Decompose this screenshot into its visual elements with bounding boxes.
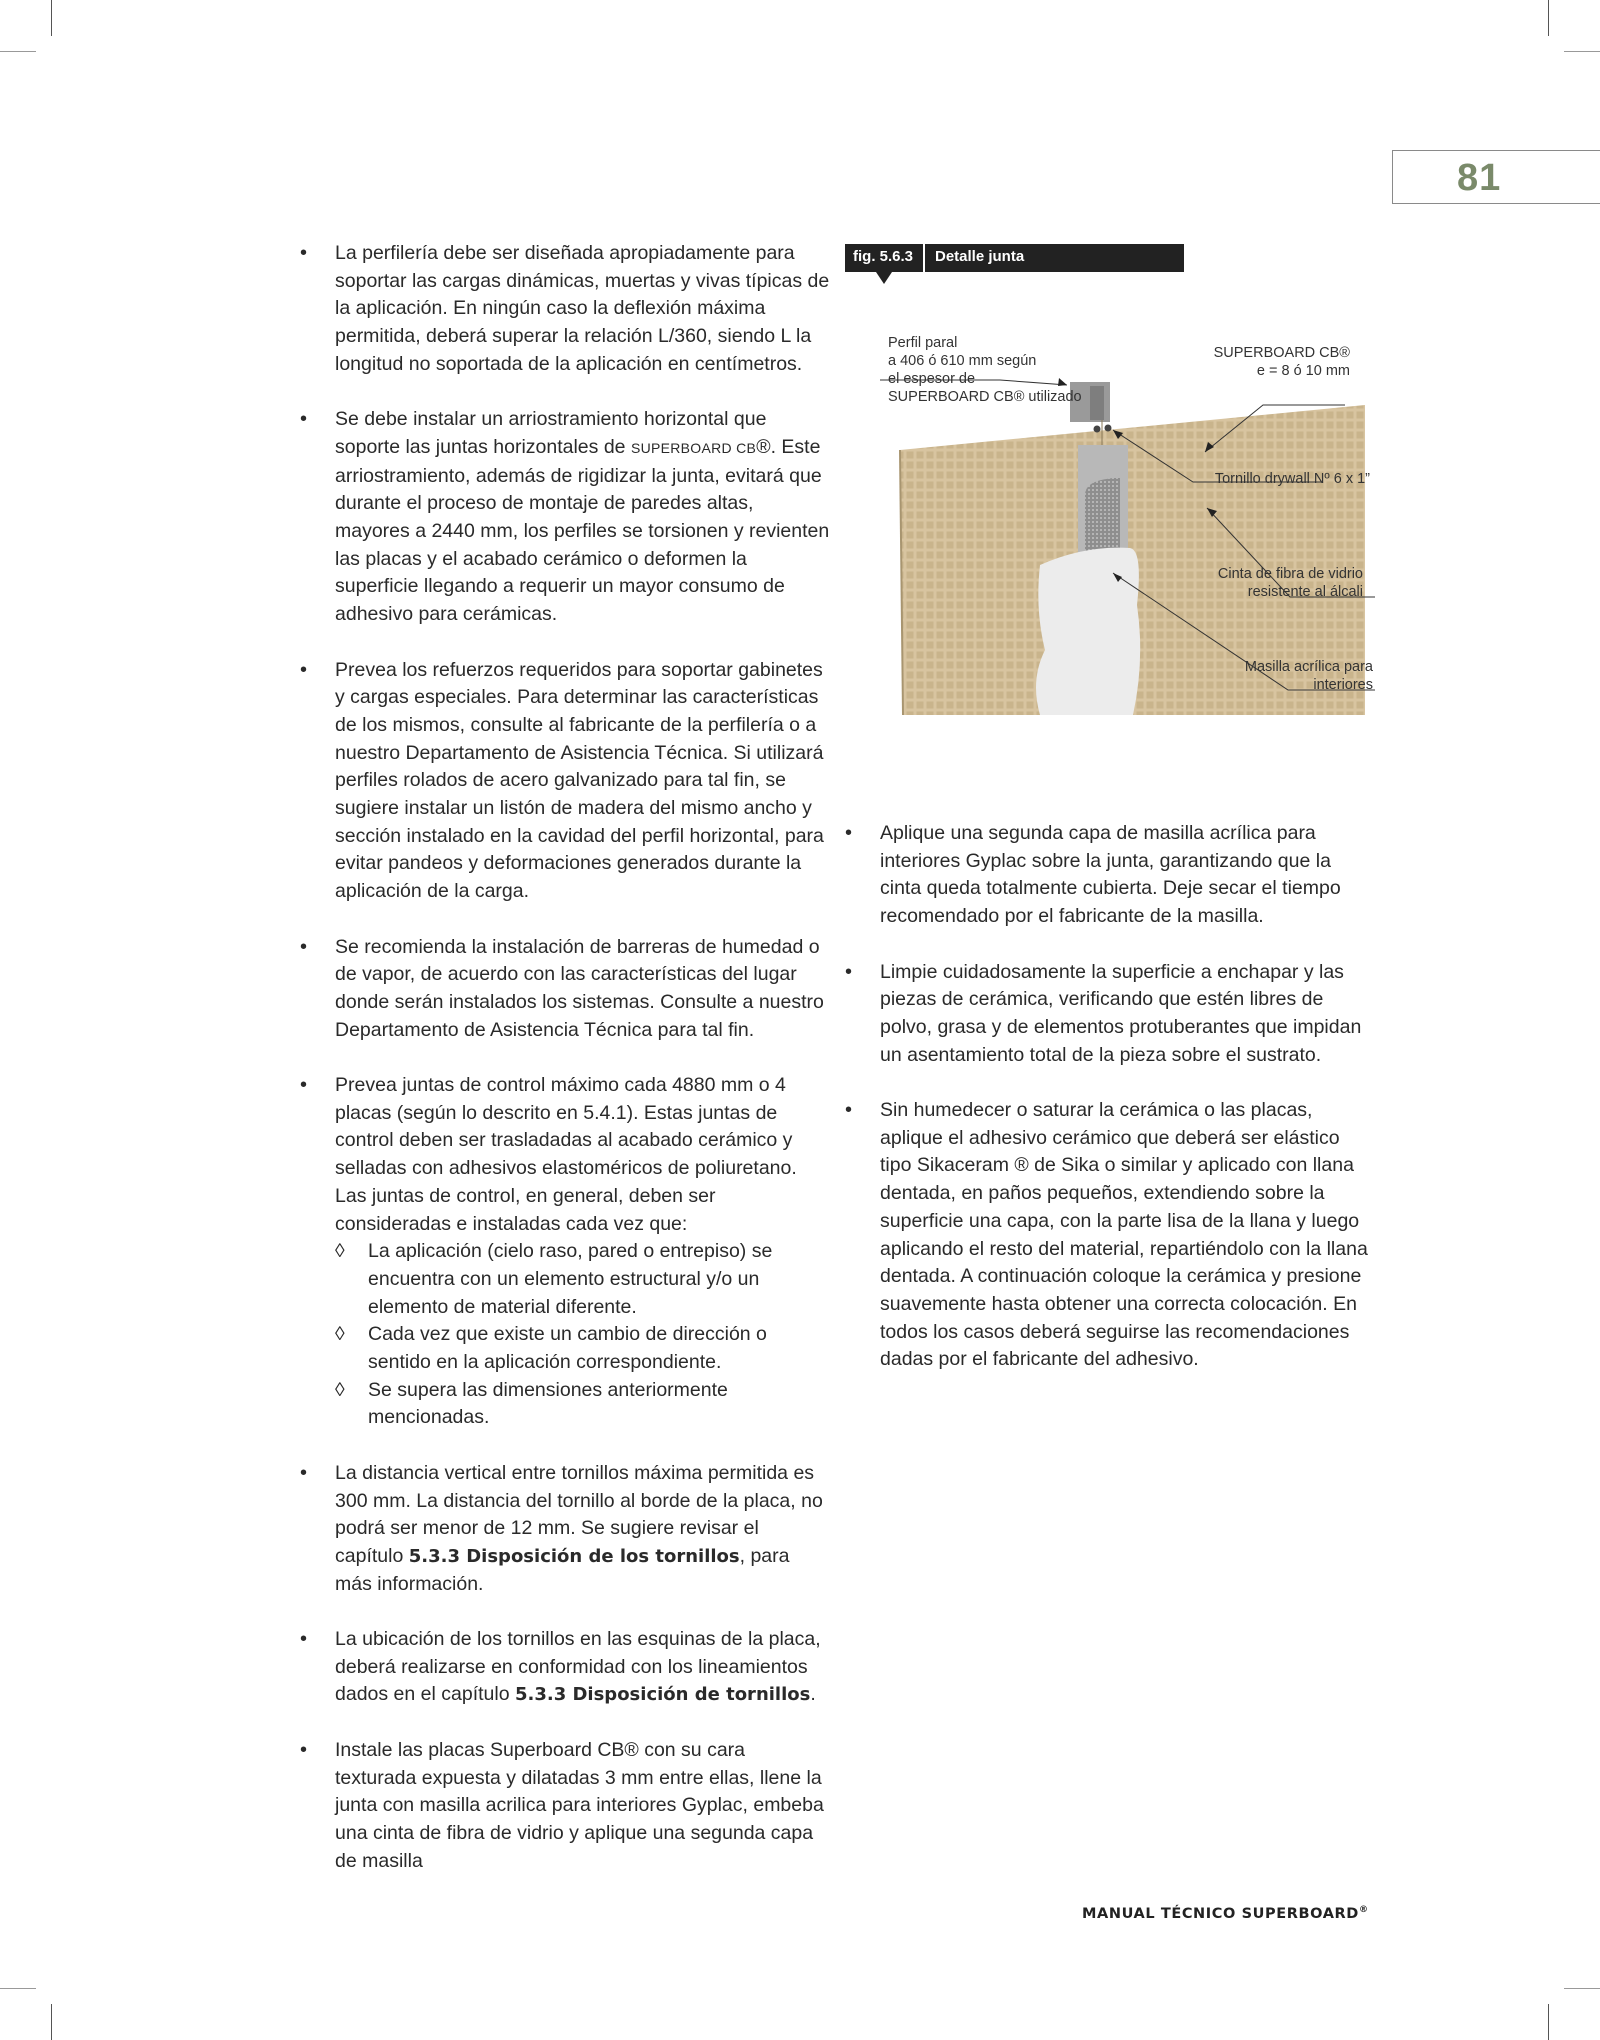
tape-label: Cinta de fibra de vidrio resistente al álcali [1217,566,1363,600]
screw-label: Tornillo drywall Nº 6 x 1” [1214,471,1370,487]
stud-label: Perfil paral a 406 ó 610 mm según el espesor de SUPERBOARD CB® utilizado [888,335,1082,405]
putty-second-layer [1036,548,1140,715]
page-footer: MANUAL TÉCNICO SUPERBOARD® [1082,1905,1369,1922]
screw [1105,425,1112,432]
list-item: • La ubicación de los tornillos en las esquinas de la placa, deberá realizarse en conformidad con los lineamientos dados en el capítulo 5.3.3 Disposición de tornillos. [300,1626,830,1709]
list-item: • Prevea juntas de control máximo cada 4880 mm o 4 placas (según lo descrito en 5.4.1). Estas juntas de control deben ser trasladadas al acabado cerámico y selladas con adhesivos elastoméricos de poliuretano. Las juntas de control, en general, deben ser consideradas e instaladas cada vez que: ◊ La aplicación (cielo raso, pared o entrepiso) se encuentra con un elemento estructural y/o un elemento de material diferente. ◊ Cada vez que existe un cambio de dirección o sentido en la aplicación correspondiente. ◊ Se supera las dimensiones anteriormente mencionadas. [300,1072,830,1432]
list-item: • La distancia vertical entre tornillos máxima permitida es 300 mm. La distancia del tornillo al borde de la placa, no podrá ser menor de 12 mm. Se sugiere revisar el capítulo 5.3.3 Disposición de los tornillos, para más información. [300,1460,830,1599]
figure-number: fig. 5.6.3 [845,244,923,272]
right-column [845,820,1375,1402]
chapter-reference: 5.3.3 Disposición de los tornillos [408,1545,740,1567]
sub-list [335,1238,830,1432]
board-label: SUPERBOARD CB® e = 8 ó 10 mm [1213,345,1350,379]
product-name: SUPERBOARD CB [630,439,757,456]
figure-header [845,244,1184,272]
figure-title: Detalle junta [925,244,1184,272]
crop-mark [1564,1988,1600,1989]
crop-mark [51,2004,52,2040]
crop-mark [0,51,36,52]
crop-mark [0,1988,36,1989]
sub-list-item: ◊ Se supera las dimensiones anteriormente mencionadas. [335,1377,830,1432]
putty-label: Masilla acrílica para interiores [1244,659,1373,693]
crop-mark [1548,2004,1549,2040]
page-number: 81 [1457,157,1502,199]
list-item: • Aplique una segunda capa de masilla acrílica para interiores Gyplac sobre la junta, garantizando que la cinta queda totalmente cubierta. Deje secar el tiempo recomendado por el fabricante de la masilla. [845,820,1375,931]
sub-list-item: ◊ Cada vez que existe un cambio de dirección o sentido en la aplicación correspondiente. [335,1321,830,1376]
list-item: • Instale las placas Superboard CB® con su cara texturada expuesta y dilatadas 3 mm entre ellas, llene la junta con masilla acrilica para interiores Gyplac, embeba una cinta de fibra de vidrio y aplique una segunda capa de masilla [300,1737,830,1876]
list-item: • La perfilería debe ser diseñada apropiadamente para soportar las cargas dinámicas, muertas y vivas típicas de la aplicación. En ningún caso la deflexión máxima permitida, deberá superar la relación L/360, siendo L la longitud no soportada de la aplicación en centímetros. [300,240,830,379]
bullet-list-right [845,820,1375,1374]
bullet-list-left [300,240,830,1875]
crop-mark [1564,51,1600,52]
joint-detail-figure [875,320,1375,720]
screw [1094,426,1101,433]
sub-list-item: ◊ La aplicación (cielo raso, pared o entrepiso) se encuentra con un elemento estructural y/o un elemento de material diferente. [335,1238,830,1321]
crop-mark [51,0,52,36]
list-item: • Se debe instalar un arriostramiento horizontal que soporte las juntas horizontales de SUPERBOARD CB®. Este arriostramiento, además de rigidizar la junta, evitará que durante el proceso de montaje de paredes altas, mayores a 2440 mm, los perfiles se torsionen y revienten las placas y el acabado cerámico o deformen la superficie llegando a requerir un mayor consumo de adhesivo para cerámicas. [300,406,830,629]
list-item: • Prevea los refuerzos requeridos para soportar gabinetes y cargas especiales. Para determinar las características de los mismos, consulte al fabricante de la perfilería o a nuestro Departamento de Asistencia Técnica. Si utilizará perfiles rolados de acero galvanizado para tal fin, se sugiere instalar un listón de madera del mismo ancho y sección instalado en la cavidad del perfil horizontal, para evitar pandeos y deformaciones generados durante la aplicación de la carga. [300,657,830,906]
page-number-tab [1392,150,1600,204]
left-column [300,240,830,1903]
list-item: • Se recomienda la instalación de barreras de humedad o de vapor, de acuerdo con las características del lugar donde serán instalados los sistemas. Consulte a nuestro Departamento de Asistencia Técnica para tal fin. [300,934,830,1045]
list-item: • Sin humedecer o saturar la cerámica o las placas, aplique el adhesivo cerámico que deberá ser elástico tipo Sikaceram ® de Sika o similar y aplicado con llana dentada, en paños pequeños, extendiendo sobre la superficie una capa, con la parte lisa de la llana y luego aplicando el resto del material, repartiéndolo con la llana dentada. A continuación coloque la cerámica y presione suavemente hasta obtener una correcta colocación. En todos los casos deberá seguirse las recomendaciones dadas por el fabricante del adhesivo. [845,1097,1375,1374]
chapter-reference: 5.3.3 Disposición de tornillos [514,1684,811,1706]
list-item: • Limpie cuidadosamente la superficie a enchapar y las piezas de cerámica, verificando que estén libres de polvo, grasa y de elementos protuberantes que impidan un asentamiento total de la pieza sobre el sustrato. [845,959,1375,1070]
crop-mark [1548,0,1549,36]
